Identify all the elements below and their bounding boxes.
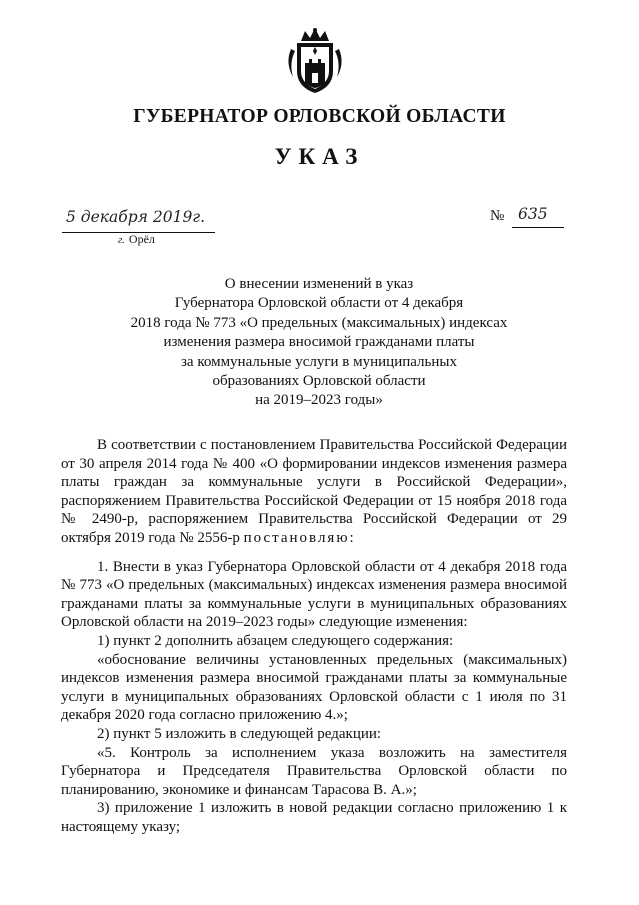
title-line: образованиях Орловской области: [212, 373, 426, 390]
preamble-colon: :: [349, 529, 354, 546]
preamble-text: В соответствии с постановлением Правительства Российской Федерации от 30 апреля 2014 года № 400 «О формировании индексов изменения размера платы граждан за коммунальные услуги в Российской Федерации», распоряжением Правительства Российской Федерации от 15 ноября 2018 года № 2490-р, распоряжением Правительства Российской Федерации от 29 октября 2019 года № 2556-р: [61, 437, 567, 546]
body-paragraph: «обоснование величины установленных предельных (максимальных) индексов изменения размера вносимой гражданами платы за коммунальные услуги в муниципальных образованиях Орловской области с 1 июля по 31 декабря 2020 года согласно приложению 4.»;: [61, 651, 567, 724]
title-line: за коммунальные услуги в муниципальных: [181, 353, 457, 370]
number-underline: [512, 227, 564, 228]
decree-title: [90, 275, 548, 411]
place-prefix: г.: [118, 234, 125, 246]
title-line: О внесении изменений в указ: [224, 276, 414, 292]
number-label: №: [490, 208, 505, 224]
document-type: УКАЗ: [274, 144, 365, 169]
title-line: Губернатора Орловской области от 4 декабря: [174, 295, 464, 312]
decree-word: постановляю: [243, 529, 350, 546]
place-name: Орёл: [128, 232, 155, 246]
decree-body: [61, 436, 567, 836]
preamble-paragraph: [61, 436, 567, 548]
body-paragraph: 2) пункт 5 изложить в следующей редакции:: [97, 725, 382, 742]
title-line: 2018 года № 773 «О предельных (максимальных) индексах: [130, 314, 508, 331]
decree-date: 5 декабря 2019г.: [66, 208, 206, 226]
coat-of-arms-icon: [283, 27, 347, 95]
decree-place: [118, 232, 155, 247]
issuing-authority: ГУБЕРНАТОР ОРЛОВСКОЙ ОБЛАСТИ: [133, 106, 506, 127]
body-paragraph: 1. Внести в указ Губернатора Орловской области от 4 декабря 2018 года № 773 «О предельных (максимальных) индексах изменения размера вносимой гражданами платы за коммунальные услуги в муниципальных образованиях Орловской области на 2019–2023 годы» следующие изменения:: [61, 558, 567, 631]
body-paragraph: «5. Контроль за исполнением указа возложить на заместителя Губернатора и Председателя Правительства Орловской области по планированию, экономике и финансам Тарасова В. А.»;: [61, 744, 567, 798]
body-paragraph: 3) приложение 1 изложить в новой редакции согласно приложению 1 к настоящему указу;: [61, 800, 567, 835]
body-paragraph: 1) пункт 2 дополнить абзацем следующего содержания:: [97, 632, 454, 649]
decree-number: 635: [518, 205, 548, 223]
title-line: изменения размера вносимой гражданами платы: [163, 334, 475, 351]
title-line: на 2019–2023 годы»: [255, 392, 383, 409]
